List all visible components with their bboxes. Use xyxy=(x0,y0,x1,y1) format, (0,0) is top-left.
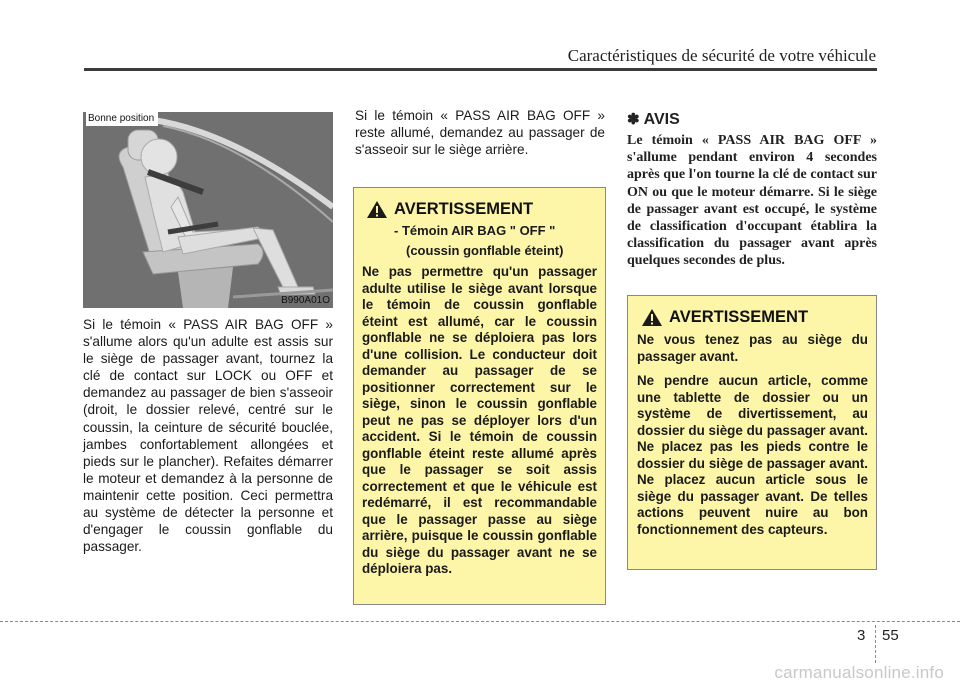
warning-paragraph-2: Ne pendre aucun article, comme une tablette de dossier ou un système de divertissement, au dossier du siège du passager avant. Ne placez pas les pieds contre le dossier du siège de passager avant. Ne placez aucun article sous le siège du passager avant. De telles actions peuvent nuire au bon fonctionnement des capteurs. xyxy=(637,373,868,537)
notice-title: AVIS xyxy=(643,111,680,128)
page-divider xyxy=(875,625,876,663)
seated-passenger-illustration xyxy=(83,112,333,308)
warning-triangle-icon xyxy=(366,200,388,219)
footer-rule xyxy=(0,621,960,622)
body-paragraph-col2: Si le témoin « PASS AIR BAG OFF » reste allumé, demandez au passager de s'asseoir sur le siège arrière. xyxy=(355,108,605,158)
notice-heading xyxy=(627,110,680,129)
warning-body: Ne pas permettre qu'un passager adulte utilise le siège avant lorsque le témoin de coussin gonflable éteint est allumé, car le coussin gonflable ne se déploiera pas lors d'une collision. Le conducteur doit demander au passager de se positionner correctement sur le siège, sinon le coussin gonflable peut ne pas se déployer lors d'un accident. Si le témoin de coussin gonflable éteint reste allumé après que le passager se soit assis correctement et que le véhicule est redémarré, il est recommandable que le passager passe au siège arrière, puisque le coussin gonflable du siège du passager avant ne se déploiera pas. xyxy=(362,264,597,576)
figure-code: B990A01O xyxy=(281,295,330,306)
warning-triangle-icon xyxy=(641,308,663,327)
warning-header xyxy=(641,308,868,327)
warning-header xyxy=(366,200,597,219)
warning-subtitle-detail: (coussin gonflable éteint) xyxy=(406,243,564,258)
notice-star-icon: ✽ xyxy=(627,111,640,128)
figure-label: Bonne position xyxy=(86,112,158,126)
warning-title: AVERTISSEMENT xyxy=(669,308,809,326)
warning-subtitle: - Témoin AIR BAG " OFF " xyxy=(394,223,556,238)
warning-box-passenger-seat xyxy=(627,295,877,570)
notice-body: Le témoin « PASS AIR BAG OFF » s'allume pendant environ 4 secondes après que l'on tourne la clé de contact sur ON ou que le moteur démarre. Si le siège de passager avant est occupé, le système de classification d'occupant établira la classification du passager avant après quelques secondes de plus. xyxy=(627,133,877,269)
header-rule xyxy=(84,68,877,71)
page-header-title: Caractéristiques de sécurité de votre véhicule xyxy=(567,46,876,65)
warning-paragraph-1: Ne vous tenez pas au siège du passager avant. xyxy=(637,332,868,364)
warning-box-airbag-off xyxy=(353,187,606,605)
page-number: 55 xyxy=(882,627,899,644)
seating-position-figure xyxy=(83,112,333,308)
body-paragraph-col1: Si le témoin « PASS AIR BAG OFF » s'allume alors qu'un adulte est assis sur le siège de passager avant, tournez la clé de contact sur LOCK ou OFF et demandez au passager de bien s'asseoir (droit, le dossier relevé, centré sur le coussin, la ceinture de sécurité bouclée, jambes confortablement allongées et pieds sur le plancher). Refaites démarrer le moteur et demandez à la personne de maintenir cette position. Ceci permettra au système de détecter la personne et d'engager le coussin gonflable du passager. xyxy=(83,317,333,555)
warning-title: AVERTISSEMENT xyxy=(394,200,534,218)
watermark: carmanualsonline.info xyxy=(774,663,944,682)
chapter-number: 3 xyxy=(857,627,866,644)
